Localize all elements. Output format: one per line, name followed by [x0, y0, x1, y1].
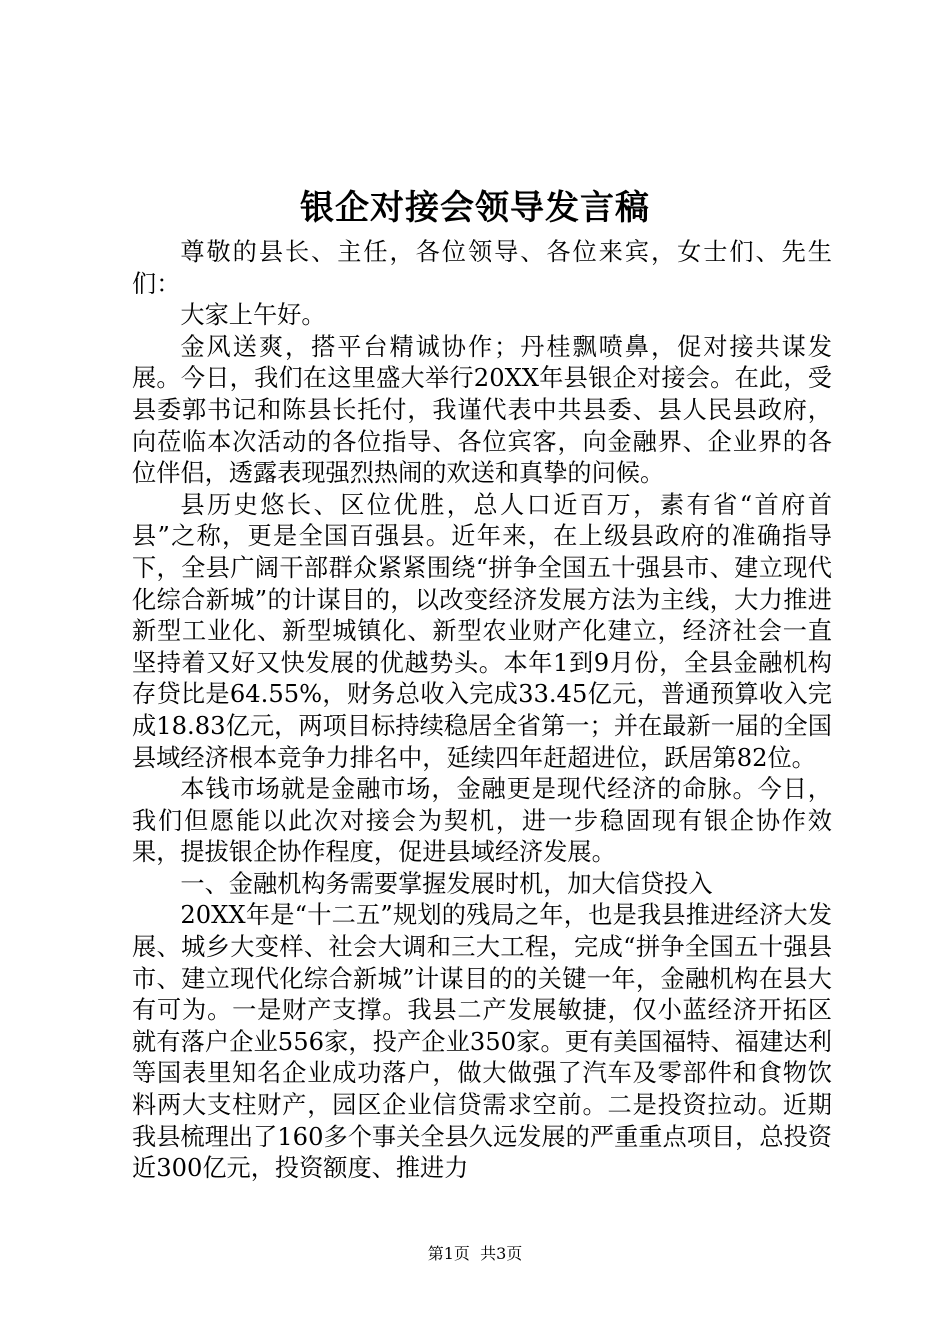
paragraph-opening: 金风送爽，搭平台精诚协作；丹桂飘喷鼻，促对接共谋发展。今日，我们在这里盛大举行20XX年县银企对接会。在此，受县委郭书记和陈县长托付，我谨代表中共县委、县人民县政府，向莅临本次活动的各位指导、各位宾客，向金融界、企业界的各位伴侣，透露表现强烈热闹的欢送和真挚的问候。 [132, 332, 832, 488]
page-footer [0, 1243, 950, 1265]
footer-separator [470, 1244, 480, 1263]
paragraph-capital-market: 本钱市场就是金融市场，金融更是现代经济的命脉。今日，我们但愿能以此次对接会为契机，进一步稳固现有银企协作效果，提拔银企协作程度，促进县域经济发展。 [132, 775, 832, 867]
paragraph-salutation: 尊敬的县长、主任，各位领导、各位来宾，女士们、先生们： [132, 238, 832, 298]
paragraph-opportunity: 20XX年是“十二五”规划的残局之年，也是我县推进经济大发展、城乡大变样、社会大调和三大工程，完成“拼争全国五十强县市、建立现代化综合新城”计谋目的的关键一年，金融机构在县大有可为。一是财产支撑。我县二产发展敏捷，仅小蓝经济开拓区就有落户企业556家，投产企业350家。更有美国福特、福建达利等国表里知名企业成功落户，做大做强了汽车及零部件和食物饮料两大支柱财产，园区企业信贷需求空前。二是投资拉动。近期我县梳理出了160多个事关全县久远发展的严重重点项目，总投资近300亿元，投资额度、推进力 [132, 901, 832, 1183]
paragraph-greeting: 大家上午好。 [180, 301, 326, 330]
paragraph-county-overview: 县历史悠长、区位优胜，总人口近百万，素有省“首府首县”之称，更是全国百强县。近年来，在上级县政府的准确指导下，全县广阔干部群众紧紧围绕“拼争全国五十强县市、建立现代化综合新城”的计谋目的，以改变经济发展方法为主线，大力推进新型工业化、新型城镇化、新型农业财产化建立，经济社会一直坚持着又好又快发展的优越势头。本年1到9月份，全县金融机构存贷比是64.55%，财务总收入完成33.45亿元，普通预算收入完成18.83亿元，两项目标持续稳居全省第一；并在最新一届的全国县域经济根本竞争力排名中，延续四年赶超进位，跃居第82位。 [132, 490, 832, 772]
section-heading-one: 一、金融机构务需要掌握发展时机，加大信贷投入 [180, 869, 713, 898]
page-number: 第1页 [427, 1244, 470, 1263]
page-total: 共3页 [480, 1244, 523, 1263]
document-title: 银企对接会领导发言稿 [300, 188, 650, 228]
document-body [132, 237, 832, 1185]
